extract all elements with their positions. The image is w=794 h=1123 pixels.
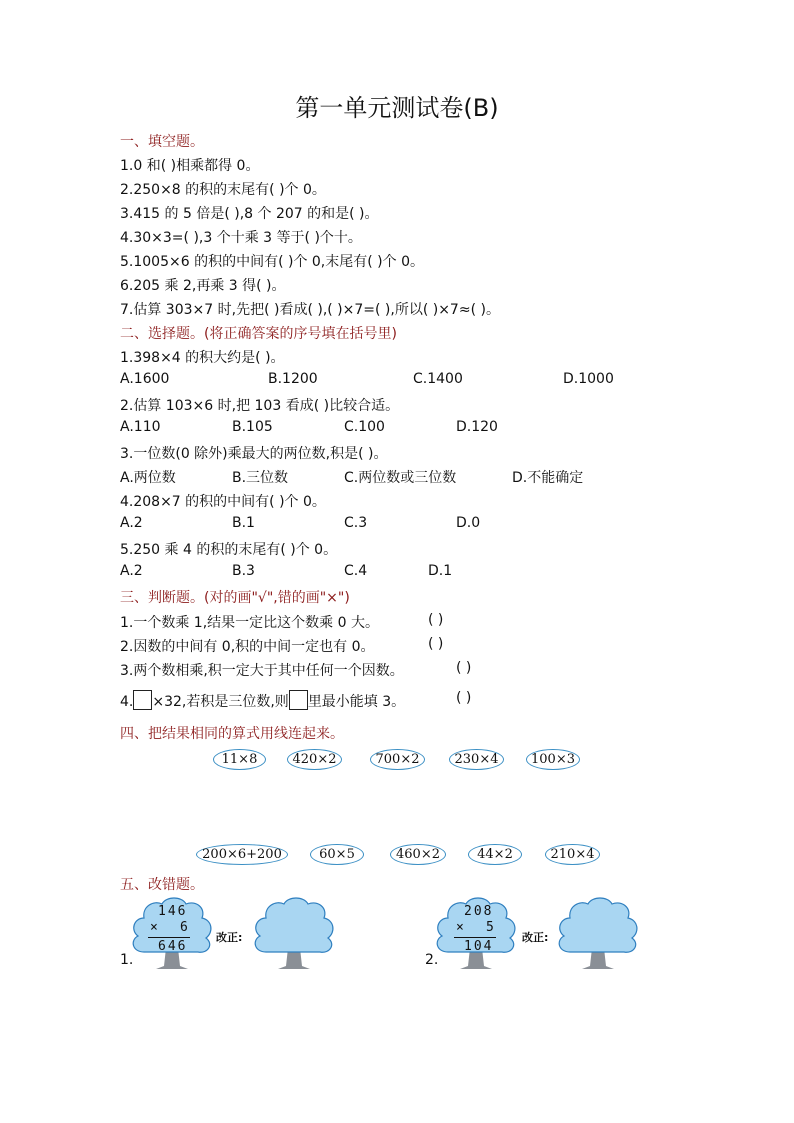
multiplicand: 208 <box>464 904 494 919</box>
choice-option: C.4 <box>344 563 368 579</box>
match-expression-top[interactable]: 230×4 <box>449 749 504 770</box>
choice-option: A.两位数 <box>120 470 176 486</box>
section-heading-correct: 五、改错题。 <box>120 877 204 893</box>
fill-blank-item: 4.30×3=( ),3 个十乘 3 等于( )个十。 <box>120 230 362 246</box>
choice-question: 1.398×4 的积大约是( )。 <box>120 350 285 366</box>
problem-number: 1. <box>120 952 134 968</box>
match-expression-bottom[interactable]: 44×2 <box>468 844 522 865</box>
match-expression-bottom[interactable]: 210×4 <box>545 844 600 865</box>
fill-blank-item: 7.估算 303×7 时,先把( )看成( ),( )×7=( ),所以( )×7≈( )。 <box>120 302 500 318</box>
judge-item-suffix: 里最小能填 3。 <box>307 694 406 710</box>
choice-option: C.3 <box>344 515 368 531</box>
fill-blank-item: 1.0 和( )相乘都得 0。 <box>120 158 260 174</box>
correction-label: 改正: <box>522 931 549 944</box>
tree-icon[interactable] <box>556 896 640 970</box>
judge-answer-paren: ( ) <box>456 660 472 676</box>
choice-option: C.1400 <box>413 371 463 387</box>
fill-blank-item: 5.1005×6 的积的中间有( )个 0,末尾有( )个 0。 <box>120 254 424 270</box>
judge-item: 1.一个数乘 1,结果一定比这个数乘 0 大。 <box>120 615 379 631</box>
choice-question: 2.估算 103×6 时,把 103 看成( )比较合适。 <box>120 398 400 414</box>
match-expression-bottom[interactable]: 60×5 <box>310 844 364 865</box>
division-line <box>454 937 496 938</box>
choice-option: A.2 <box>120 563 143 579</box>
choice-option: D.1000 <box>563 371 614 387</box>
product: 104 <box>464 939 494 954</box>
blank-box <box>289 690 308 710</box>
choice-option: A.2 <box>120 515 143 531</box>
match-expression-bottom[interactable]: 200×6+200 <box>196 844 288 865</box>
fill-blank-item: 2.250×8 的积的末尾有( )个 0。 <box>120 182 326 198</box>
match-expression-bottom[interactable]: 460×2 <box>390 844 446 865</box>
match-expression-top[interactable]: 700×2 <box>370 749 425 770</box>
judge-item: 2.因数的中间有 0,积的中间一定也有 0。 <box>120 639 375 655</box>
match-expression-top[interactable]: 100×3 <box>526 749 580 770</box>
judge-answer-paren: ( ) <box>428 612 444 628</box>
choice-option: B.3 <box>232 563 255 579</box>
choice-question: 4.208×7 的积的中间有( )个 0。 <box>120 494 326 510</box>
blank-box <box>133 690 152 710</box>
multiplicand: 146 <box>158 904 188 919</box>
fill-blank-item: 3.415 的 5 倍是( ),8 个 207 的和是( )。 <box>120 206 379 222</box>
choice-option: B.1 <box>232 515 255 531</box>
choice-option: B.105 <box>232 419 273 435</box>
choice-option: C.100 <box>344 419 385 435</box>
choice-option: D.120 <box>456 419 498 435</box>
match-expression-top[interactable]: 420×2 <box>287 749 342 770</box>
multiply-sign: × <box>456 920 464 935</box>
page-title: 第一单元测试卷(B) <box>295 94 499 122</box>
judge-answer-paren: ( ) <box>428 636 444 652</box>
choice-option: D.不能确定 <box>512 470 584 486</box>
judge-item <box>120 690 405 711</box>
judge-item-prefix: 4. <box>120 694 134 710</box>
multiplier: 5 <box>486 920 494 935</box>
choice-option: D.1 <box>428 563 453 579</box>
tree-icon[interactable] <box>252 896 336 970</box>
judge-answer-paren: ( ) <box>456 690 472 706</box>
judge-item: 3.两个数相乘,积一定大于其中任何一个因数。 <box>120 663 404 679</box>
choice-option: B.三位数 <box>232 470 289 486</box>
fill-blank-item: 6.205 乘 2,再乘 3 得( )。 <box>120 278 286 294</box>
problem-number: 2. <box>425 952 439 968</box>
choice-question: 5.250 乘 4 的积的末尾有( )个 0。 <box>120 542 338 558</box>
match-expression-top[interactable]: 11×8 <box>213 749 266 770</box>
division-line <box>148 937 190 938</box>
choice-question: 3.一位数(0 除外)乘最大的两位数,积是( )。 <box>120 446 388 462</box>
multiplier: 6 <box>180 920 188 935</box>
section-heading-judge: 三、判断题。(对的画"√",错的画"×") <box>120 590 350 606</box>
section-heading-choice: 二、选择题。(将正确答案的序号填在括号里) <box>120 326 397 342</box>
section-heading-fill-blank: 一、填空题。 <box>120 134 204 150</box>
multiply-sign: × <box>150 920 158 935</box>
correction-label: 改正: <box>216 931 243 944</box>
choice-option: A.110 <box>120 419 161 435</box>
product: 646 <box>158 939 188 954</box>
choice-option: B.1200 <box>268 371 318 387</box>
choice-option: D.0 <box>456 515 481 531</box>
choice-option: A.1600 <box>120 371 170 387</box>
choice-option: C.两位数或三位数 <box>344 470 457 486</box>
section-heading-match: 四、把结果相同的算式用线连起来。 <box>120 726 344 742</box>
judge-item-middle: ×32,若积是三位数,则 <box>152 694 289 710</box>
